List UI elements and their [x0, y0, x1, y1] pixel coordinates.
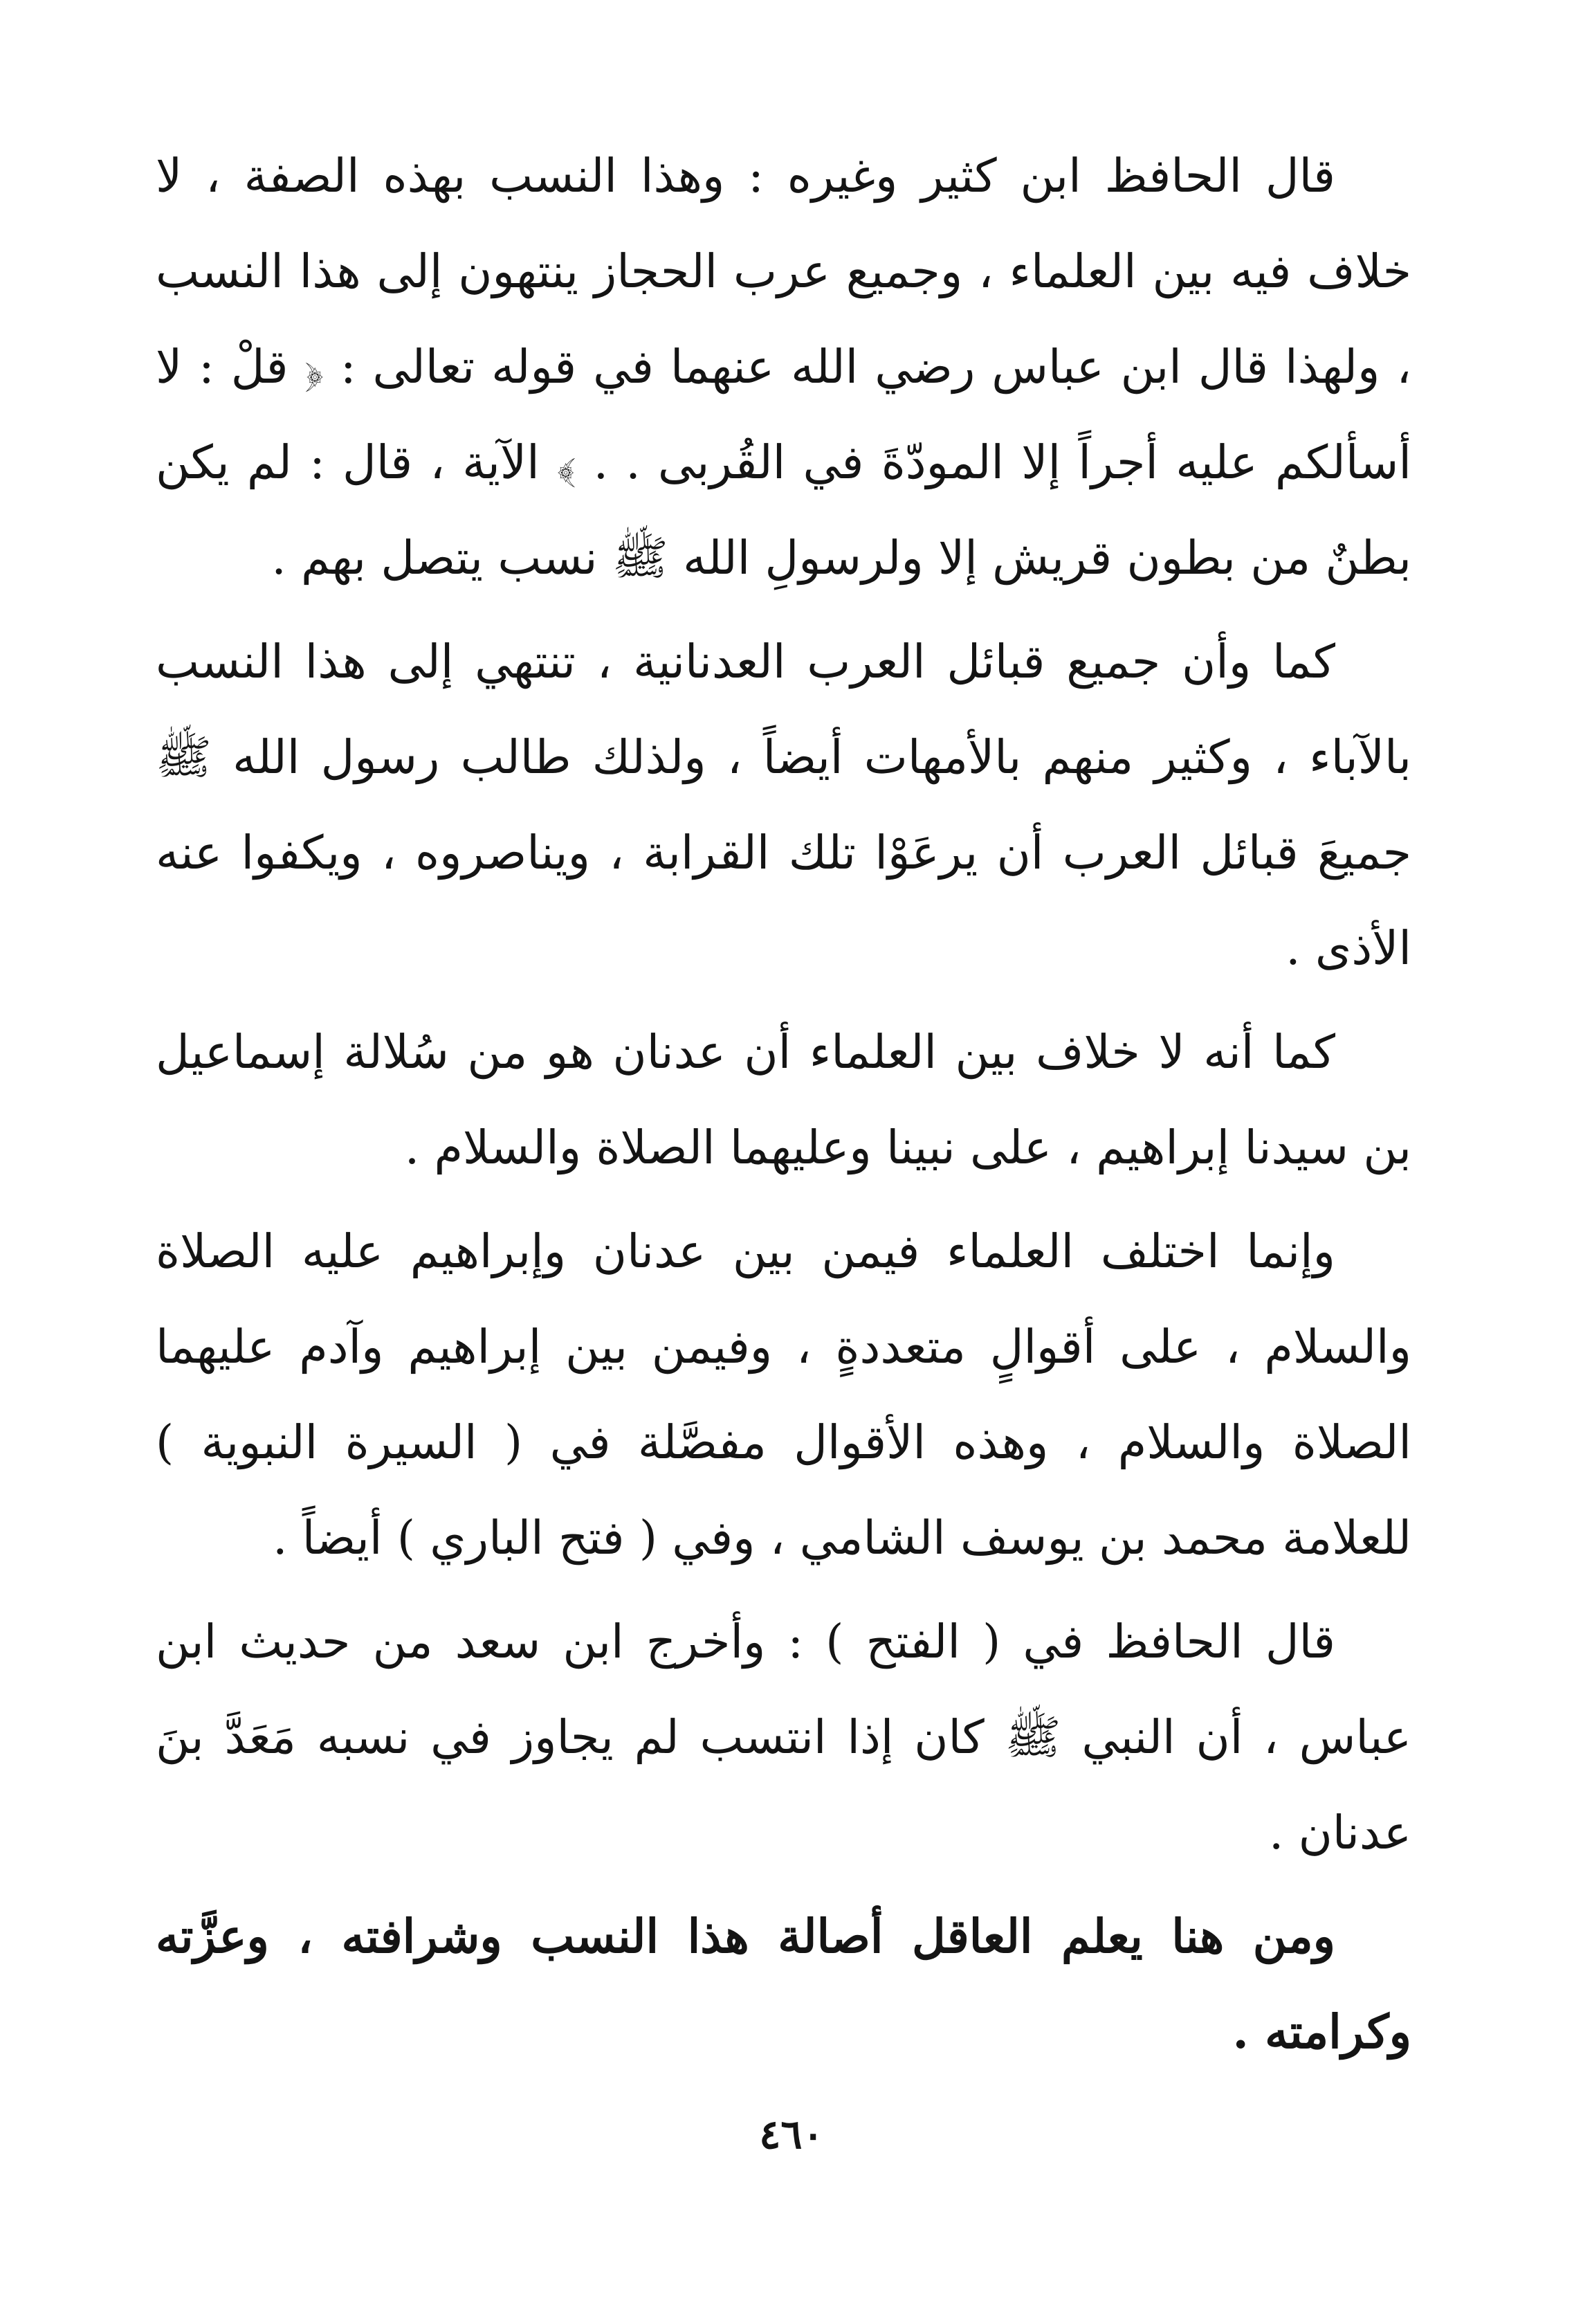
paragraph-ibn-saad-hadith: قال الحافظ في ( الفتح ) : وأخرج ابن سعد من حديث ابن عباس ، أن النبي ﷺ كان إذا انتسب لم يجاوز في نسبه مَعَدَّ بنَ عدنان . — [156, 1615, 1411, 1860]
paragraph-scholars-differ: وإنما اختلف العلماء فيمن بين عدنان وإبراهيم عليه الصلاة والسلام ، على أقوالٍ متعددةٍ ، وفيمن بين إبراهيم وآدم عليهما الصلاة والسلام ، وهذه الأقوال مفصَّلة في ( السيرة النبوية ) للعلامة محمد بن يوسف الشامي ، وفي ( فتح الباري ) أيضاً . — [156, 1224, 1411, 1565]
page-body-text — [156, 128, 1411, 2088]
paragraph-ibn-kathir-lineage: قال الحافظ ابن كثير وغيره : وهذا النسب بهذه الصفة ، لا خلاف فيه بين العلماء ، وجميع عرب الحجاز ينتهون إلى هذا النسب ، ولهذا قال ابن عباس رضي الله عنهما في قوله تعالى : ﴿ قلْ : لا أسألكم عليه أجراً إلا المودّةَ في القُربى . . ﴾ الآية ، قال : لم يكن بطنٌ من بطون قريش إلا ولرسولِ الله ﷺ نسب يتصل بهم . — [156, 149, 1411, 585]
paragraph-conclusion: ومن هنا يعلم العاقل أصالة هذا النسب وشرافته ، وعزَّته وكرامته . — [156, 1909, 1411, 2059]
page-number: ٤٦٠ — [759, 2111, 824, 2158]
paragraph-adnani-tribes: كما وأن جميع قبائل العرب العدنانية ، تنتهي إلى هذا النسب بالآباء ، وكثير منهم بالأمهات أيضاً ، ولذلك طالب رسول الله ﷺ جميعَ قبائل العرب أن يرعَوْا تلك القرابة ، ويناصروه ، ويكفوا عنه الأذى . — [156, 635, 1411, 975]
paragraph-adnan-ismail: كما أنه لا خلاف بين العلماء أن عدنان هو من سُلالة إسماعيل بن سيدنا إبراهيم ، على نبينا وعليهما الصلاة والسلام . — [156, 1025, 1411, 1174]
